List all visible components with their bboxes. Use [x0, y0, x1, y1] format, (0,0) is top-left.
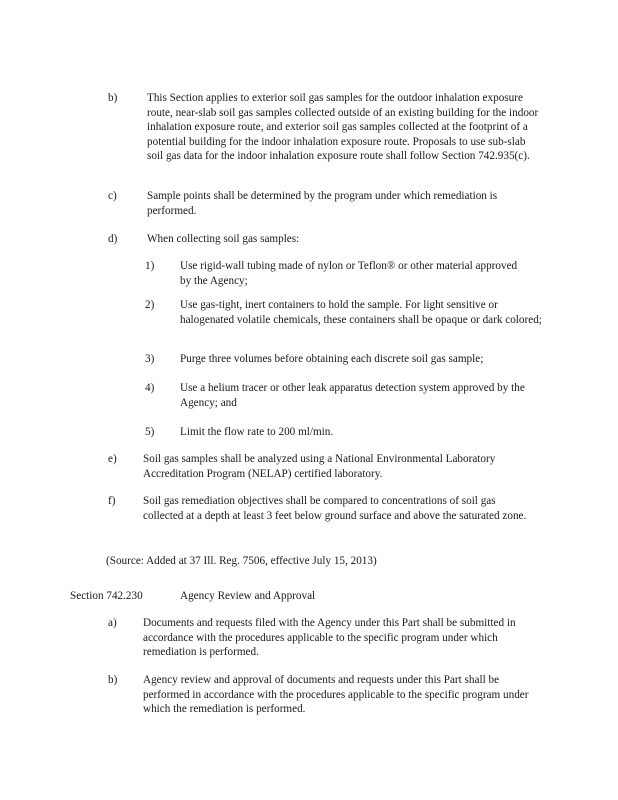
item-label: a) — [108, 617, 117, 629]
item-text: Soil gas samples shall be analyzed using a National Environmental Laboratory Accreditation Program (NELAP) certified laboratory. — [143, 453, 496, 480]
item-text: Soil gas remediation objectives shall be compared to concentrations of soil gas collected at a depth at least 3 feet below ground surface and above the saturated zone. — [143, 495, 527, 522]
subitem-label: 5) — [145, 426, 155, 438]
section-number: Section 742.230 — [70, 590, 143, 602]
subitem-text: Purge three volumes before obtaining each discrete soil gas sample; — [180, 353, 484, 365]
item-text: Documents and requests filed with the Agency under this Part shall be submitted in accordance with the procedures applicable to the specific program under which remediation is performed. — [143, 617, 516, 658]
item-label: e) — [108, 453, 117, 465]
subitem-label: 2) — [145, 299, 155, 311]
item-label: d) — [108, 233, 118, 245]
item-text: Agency review and approval of documents and requests under this Part shall be performed in accordance with the procedures applicable to the specific program under which the remediation is performed. — [143, 674, 529, 715]
item-text: When collecting soil gas samples: — [147, 233, 300, 245]
subitem-label: 3) — [145, 353, 155, 365]
subitem-label: 1) — [145, 260, 155, 272]
subitem-label: 4) — [145, 382, 155, 394]
source-note: (Source: Added at 37 Ill. Reg. 7506, effective July 15, 2013) — [106, 555, 377, 567]
subitem-text: Use rigid-wall tubing made of nylon or Teflon® or other material approved by the Agency; — [180, 260, 518, 287]
item-label: b) — [108, 674, 118, 686]
subitem-text: Limit the flow rate to 200 ml/min. — [180, 426, 334, 438]
item-text: Sample points shall be determined by the program under which remediation is performed. — [147, 190, 498, 217]
section-title: Agency Review and Approval — [180, 590, 316, 602]
subitem-text: Use gas-tight, inert containers to hold the sample. For light sensitive or halogenated volatile chemicals, these containers shall be opaque or dark colored; — [180, 299, 542, 326]
subitem-text: Use a helium tracer or other leak apparatus detection system approved by the Agency; and — [180, 382, 525, 409]
item-label: b) — [108, 92, 118, 104]
item-label: f) — [108, 495, 116, 507]
item-label: c) — [108, 190, 117, 202]
item-text: This Section applies to exterior soil gas samples for the outdoor inhalation exposure route, near-slab soil gas samples collected outside of an existing building for the indoor inhalation exposure route, and exterior soil gas samples collected at the footprint of a potential building for the indoor inhalation exposure route. Proposals to use sub-slab soil gas data for the indoor inhalation exposure route shall follow Section 742.935(c). — [147, 92, 539, 162]
